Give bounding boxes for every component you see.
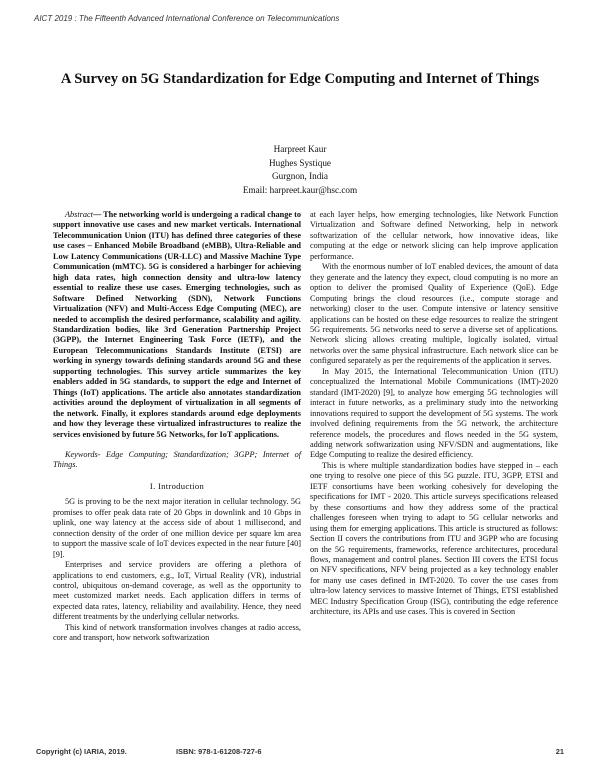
abstract (53, 210, 301, 440)
abstract-text: — The networking world is undergoing a radical change to support innovative use cases and new market verticals. International Telecommunication Union (ITU) has defined three categories of these use cases – Enhanced Mobile Broadband (eMBB), Ultra-Reliable and Low Latency Communications (UR-LLC) and Massive Machine Type Communication (mMTC). 5G is considered a harbinger for achieving high data rates, high connection density and ultra-low latency essential to realize these use cases. Emerging technologies, such as Software Defined Networking (SDN), Network Functions Virtualization (NFV) and Multi-Access Edge Computing (MEC), are needed to accomplish the desired performance, scalability and agility. Standardization bodies, like 3rd Generation Partnership Project (3GPP), the Internet Engineering Task Force (IETF), and the European Telecommunications Standards Institute (ETSI) are working in synergy towards defining standards around 5G and these supporting technologies. This survey article summarizes the key enablers added in 5G standards, to support the edge and Internet of Things (IoT) applications. The article also annotates standardization activities around the deployment of virtualization in all segments of the network. Finally, it explores standards around edge deployments and how they leverage these virtualized infrastructures to realize the services envisioned by future 5G Networks, for IoT applications. (53, 210, 301, 439)
author-block (150, 143, 450, 197)
paper-title: A Survey on 5G Standardization for Edge Computing and Internet of Things (60, 71, 540, 87)
running-header: AICT 2019 : The Fifteenth Advanced International Conference on Telecommunications (34, 14, 340, 23)
author-email: Email: harpreet.kaur@hsc.com (242, 184, 358, 195)
intro-paragraph: Enterprises and service providers are offering a plethora of applications to end customers, e.g., IoT, Virtual Reality (VR), industrial control, ubiquitous on-demand coverage, as well as the opportunity to meet customized market needs. Each application differs in terms of expected data rates, latency, reliability and availability. Hence, they need different treatments by the underlying cellular networks. (53, 560, 301, 622)
footer-isbn: ISBN: 978-1-61208-727-6 (176, 747, 262, 756)
author-name: Harpreet Kaur (273, 144, 327, 154)
page-number: 21 (555, 747, 564, 756)
author-location: Gurgnon, India (272, 171, 328, 181)
abstract-label: Abstract (65, 210, 93, 219)
left-column (53, 210, 301, 644)
intro-paragraph: 5G is proving to be the next major iteration in cellular technology. 5G promises to offer peak data rate of 20 Gbps in downlink and 10 Gbps in uplink, one way latency at the access side of about 1 millisecond, and connection density of the order of one million device per square km area to support the massive scale of IoT devices expected in the near future [40] [9]. (53, 497, 301, 559)
body-paragraph: at each layer helps, how emerging technologies, like Network Function Virtualization and Software defined Networking, help in network softwarization of the cellular network, how innovative ideas, like computing at the edge or network slicing can help improve application performance. (310, 210, 558, 261)
right-column (310, 210, 558, 618)
intro-paragraph: This kind of network transformation involves changes at radio access, core and transport, how network softwarization (53, 622, 301, 643)
body-paragraph: In May 2015, the International Telecommunication Union (ITU) conceptualized the International Mobile Communications (IMT)-2020 standard (IMT-2020) [9], to analyze how emerging 5G technologies will interact in future networks, as a preliminary study into the networking innovations required to support the development of 5G systems. The work involved defining requirements from the 5G network, the architecture reference models, the procedures and flows needed in the 5G system, adding network softwarization using NFV/SDN and augmentations, like Edge Computing to realize the desired efficiency. (310, 366, 558, 460)
author-affiliation: Hughes Systique (268, 157, 331, 168)
section-heading-introduction: I. Introduction (149, 480, 205, 491)
keywords: Keywords- Edge Computing; Standardization; 3GPP; Internet of Things. (53, 449, 301, 470)
body-paragraph: This is where multiple standardization bodies have stepped in – each one trying to resolve one piece of this 5G puzzle. ITU, 3GPP, ETSI and IETF consortiums have been working cohesively for developing the specifications for IMT - 2020. This article surveys specifications released by these consortiums and how they address some of the practical challenges foreseen when trying to adapt to 5G cellular networks and using them for emerging applications. This article is structured as follows: Section II covers the contributions from ITU and 3GPP who are focusing on the 5G requirements, frameworks, reference architectures, procedural flows, management and control planes. Section III covers the ETSI focus on NFV specifications, NFV being projected as a key technology enabler for many use cases defined in IMT-2020. To cover the use cases from ultra-low latency services to massive Internet of Things, ETSI established MEC Industry Specification Group (ISG), contributing the edge reference architecture, its APIs and use cases. This is covered in Section (310, 460, 558, 617)
footer-copyright: Copyright (c) IARIA, 2019. (36, 747, 127, 756)
body-paragraph: With the enormous number of IoT enabled devices, the amount of data they generate and the latency they expect, cloud computing is no more an option to deliver the promised Quality of Experience (QoE). Edge Computing brings the cloud resources (i.e., compute storage and networking) closer to the user. Compute intensive or latency sensitive applications can be hosted on these edge resources to realize the stringent 5G requirements. 5G networks need to serve a diverse set of applications. Network slicing allows creating multiple, logically isolated, virtual networks over the same physical infrastructure. Each network slice can be configured separately as per the requirements of the application it serves. (310, 262, 558, 366)
